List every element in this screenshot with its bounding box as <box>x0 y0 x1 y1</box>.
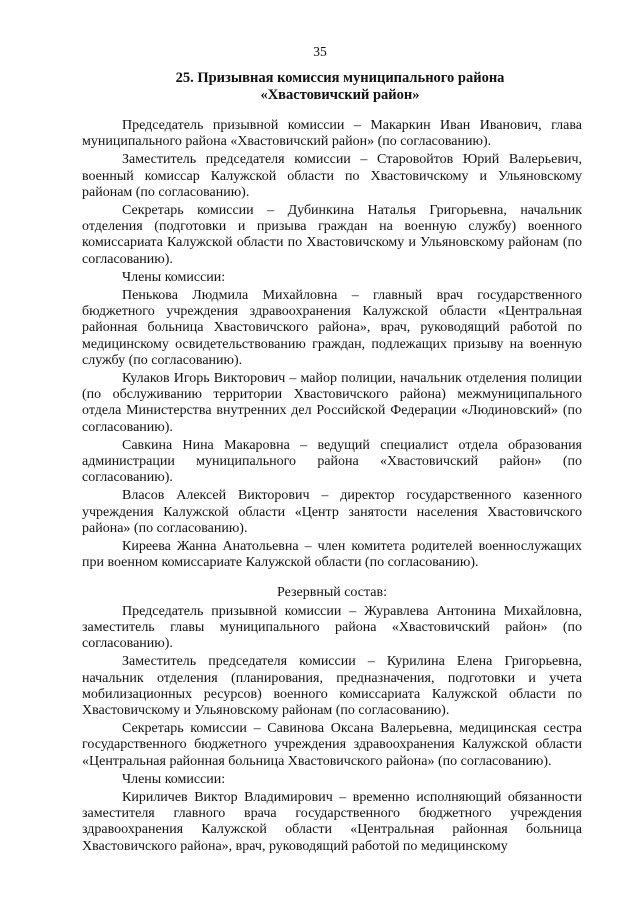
reserve-member-paragraph: Кириличев Виктор Владимирович – временно исполняющий обязанности заместителя главного врача государственного бюджетного учреждения здравоохранения Калужской области «Центральная районная больница Хвастовичского района», врач, руководящий работой по медицинскому <box>82 789 582 854</box>
heading-line-1: 25. Призывная комиссия муниципального района <box>175 70 505 86</box>
reserve-secretary-paragraph: Секретарь комиссии – Савинова Оксана Валерьевна, медицинская сестра государственного бюджетного учреждения здравоохранения Калужской области «Центральная районная больница Хвастовичского района» (по согласованию). <box>82 721 582 769</box>
member-paragraph: Кулаков Игорь Викторович – майор полиции, начальник отделения полиции (по обслуживанию территории Хвастовичского района) межмуниципального отдела Министерства внутренних дел Российской Федерации «Людиновский» (по согласованию). <box>82 371 582 435</box>
member-paragraph: Киреева Жанна Анатольевна – член комитета родителей военнослужащих при военном комиссариате Калужской области (по согласованию). <box>82 539 582 571</box>
member-paragraph: Савкина Нина Макаровна – ведущий специалист отдела образования администрации муниципального района «Хвастовичский район» (по согласованию). <box>82 437 582 486</box>
heading-line-2: «Хвастовичский район» <box>260 87 420 103</box>
section-heading <box>80 70 600 104</box>
secretary-paragraph: Секретарь комиссии – Дубинкина Наталья Григорьевна, начальник отделения (подготовки и призыва граждан на военную службу) военного комиссариата Калужской области по Хвастовичскому и Ульяновскому районам (по согласованию). <box>82 203 582 267</box>
reserve-deputy-chairman-paragraph: Заместитель председателя комиссии – Курилина Елена Григорьевна, начальник отделения (планирования, предназначения, подготовки и учета мобилизационных ресурсов) военного комиссариата Калужской области по Хвастовичскому и Ульяновскому районам (по согласованию). <box>82 654 582 718</box>
member-paragraph: Пенькова Людмила Михайловна – главный врач государственного бюджетного учреждения здравоохранения Калужской области «Центральная районная больница Хвастовичского района», врач, руководящий работой по медицинскому освидетельствованию граждан, подлежащих призыву на военную службу (по согласованию). <box>82 288 582 368</box>
reserve-members-label: Члены комиссии: <box>122 771 226 787</box>
chairman-paragraph: Председатель призывной комиссии – Макаркин Иван Иванович, глава муниципального района «Хвастовичский район» (по согласованию). <box>82 118 582 150</box>
members-label: Члены комиссии: <box>122 269 226 285</box>
reserve-title: Резервный состав: <box>276 585 387 601</box>
reserve-chairman-paragraph: Председатель призывной комиссии – Журавлева Антонина Михайловна, заместитель главы муниципального района «Хвастовичский район» (по согласованию). <box>82 603 582 652</box>
page-number: 35 <box>313 44 327 59</box>
document-body <box>82 118 582 857</box>
member-paragraph: Власов Алексей Викторович – директор государственного казенного учреждения Калужской области «Центр занятости населения Хвастовичского района» (по согласованию). <box>82 488 582 536</box>
deputy-chairman-paragraph: Заместитель председателя комиссии – Старовойтов Юрий Валерьевич, военный комиссар Калужской области по Хвастовичскому и Ульяновскому районам (по согласованию). <box>82 152 582 200</box>
